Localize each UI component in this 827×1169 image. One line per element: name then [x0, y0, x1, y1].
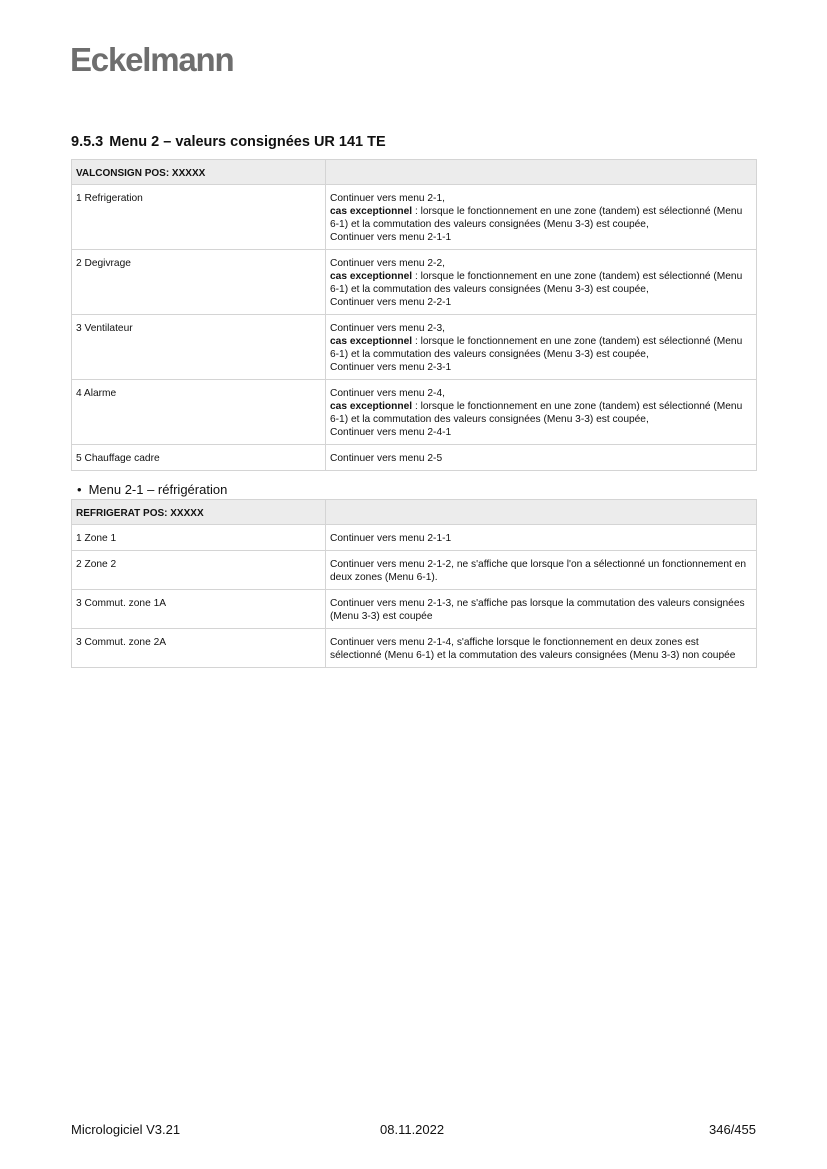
table-header-cell: [326, 500, 757, 525]
row-description: Continuer vers menu 2-5: [326, 445, 757, 471]
row-description: [326, 315, 757, 380]
table-row: [72, 250, 757, 315]
table-row: [72, 551, 757, 590]
row-description: Continuer vers menu 2-1-3, ne s'affiche pas lorsque la commutation des valeurs consignées (Menu 3-3) est coupée: [326, 590, 757, 629]
description-text: : lorsque le fonctionnement en une zone (tandem) est sélectionné (Menu 6-1) et la commutation des valeurs consignées (Menu 3-3) est coupée,: [330, 206, 743, 230]
exception-label: cas exceptionnel: [330, 401, 413, 412]
description-line: Continuer vers menu 2-1-1: [330, 232, 452, 243]
footer-firmware-version: Micrologiciel V3.21: [71, 1122, 181, 1137]
exception-label: cas exceptionnel: [330, 271, 413, 282]
row-description: [326, 380, 757, 445]
row-description: Continuer vers menu 2-1-4, s'affiche lorsque le fonctionnement en deux zones est sélectionné (Menu 6-1) et la commutation des valeurs consignées (Menu 3-3) non coupée: [326, 629, 757, 668]
bullet-symbol: •: [77, 482, 82, 497]
table-header-cell: VALCONSIGN POS: XXXXX: [72, 160, 326, 185]
row-description: [326, 250, 757, 315]
table-row: [72, 445, 757, 471]
row-label: 3 Commut. zone 2A: [72, 629, 326, 668]
row-description: [326, 185, 757, 250]
row-label: 4 Alarme: [72, 380, 326, 445]
section-title-text: Menu 2 – valeurs consignées UR 141 TE: [109, 134, 386, 150]
bullet-item: [77, 482, 227, 498]
table-row: [72, 590, 757, 629]
section-title: [71, 133, 386, 151]
setpoints-menu-table: [71, 159, 757, 471]
row-label: 5 Chauffage cadre: [72, 445, 326, 471]
table-row: [72, 315, 757, 380]
table-header-row: [72, 500, 757, 525]
description-line: Continuer vers menu 2-4-1: [330, 427, 452, 438]
brand-logo: Eckelmann: [70, 41, 234, 78]
table-row: [72, 380, 757, 445]
row-description: Continuer vers menu 2-1-2, ne s'affiche que lorsque l'on a sélectionné un fonctionnement en deux zones (Menu 6-1).: [326, 551, 757, 590]
description-text: : lorsque le fonctionnement en une zone (tandem) est sélectionné (Menu 6-1) et la commutation des valeurs consignées (Menu 3-3) est coupée,: [330, 271, 743, 295]
description-text: : lorsque le fonctionnement en une zone (tandem) est sélectionné (Menu 6-1) et la commutation des valeurs consignées (Menu 3-3) est coupée,: [330, 401, 743, 425]
exception-label: cas exceptionnel: [330, 336, 413, 347]
section-number: 9.5.3: [71, 134, 104, 150]
description-line: Continuer vers menu 2-3,: [330, 323, 445, 334]
table-header-row: [72, 160, 757, 185]
description-text: : lorsque le fonctionnement en une zone (tandem) est sélectionné (Menu 6-1) et la commutation des valeurs consignées (Menu 3-3) est coupée,: [330, 336, 743, 360]
table-row: [72, 525, 757, 551]
description-line: Continuer vers menu 2-2-1: [330, 297, 452, 308]
table-header-cell: REFRIGERAT POS: XXXXX: [72, 500, 326, 525]
row-label: 3 Ventilateur: [72, 315, 326, 380]
row-description: Continuer vers menu 2-1-1: [326, 525, 757, 551]
refrigeration-menu-table: [71, 499, 757, 668]
bullet-text: Menu 2-1 – réfrigération: [88, 482, 228, 497]
table-row: [72, 629, 757, 668]
row-label: 1 Zone 1: [72, 525, 326, 551]
description-line: Continuer vers menu 2-3-1: [330, 362, 452, 373]
description-line: Continuer vers menu 2-2,: [330, 258, 445, 269]
row-label: 1 Refrigeration: [72, 185, 326, 250]
exception-label: cas exceptionnel: [330, 206, 413, 217]
row-label: 3 Commut. zone 1A: [72, 590, 326, 629]
footer-date: 08.11.2022: [380, 1122, 445, 1137]
row-label: 2 Degivrage: [72, 250, 326, 315]
description-line: Continuer vers menu 2-1,: [330, 193, 445, 204]
table-row: [72, 185, 757, 250]
description-line: Continuer vers menu 2-4,: [330, 388, 445, 399]
table-header-cell: [326, 160, 757, 185]
footer-page-number: 346/455: [709, 1122, 756, 1137]
row-label: 2 Zone 2: [72, 551, 326, 590]
